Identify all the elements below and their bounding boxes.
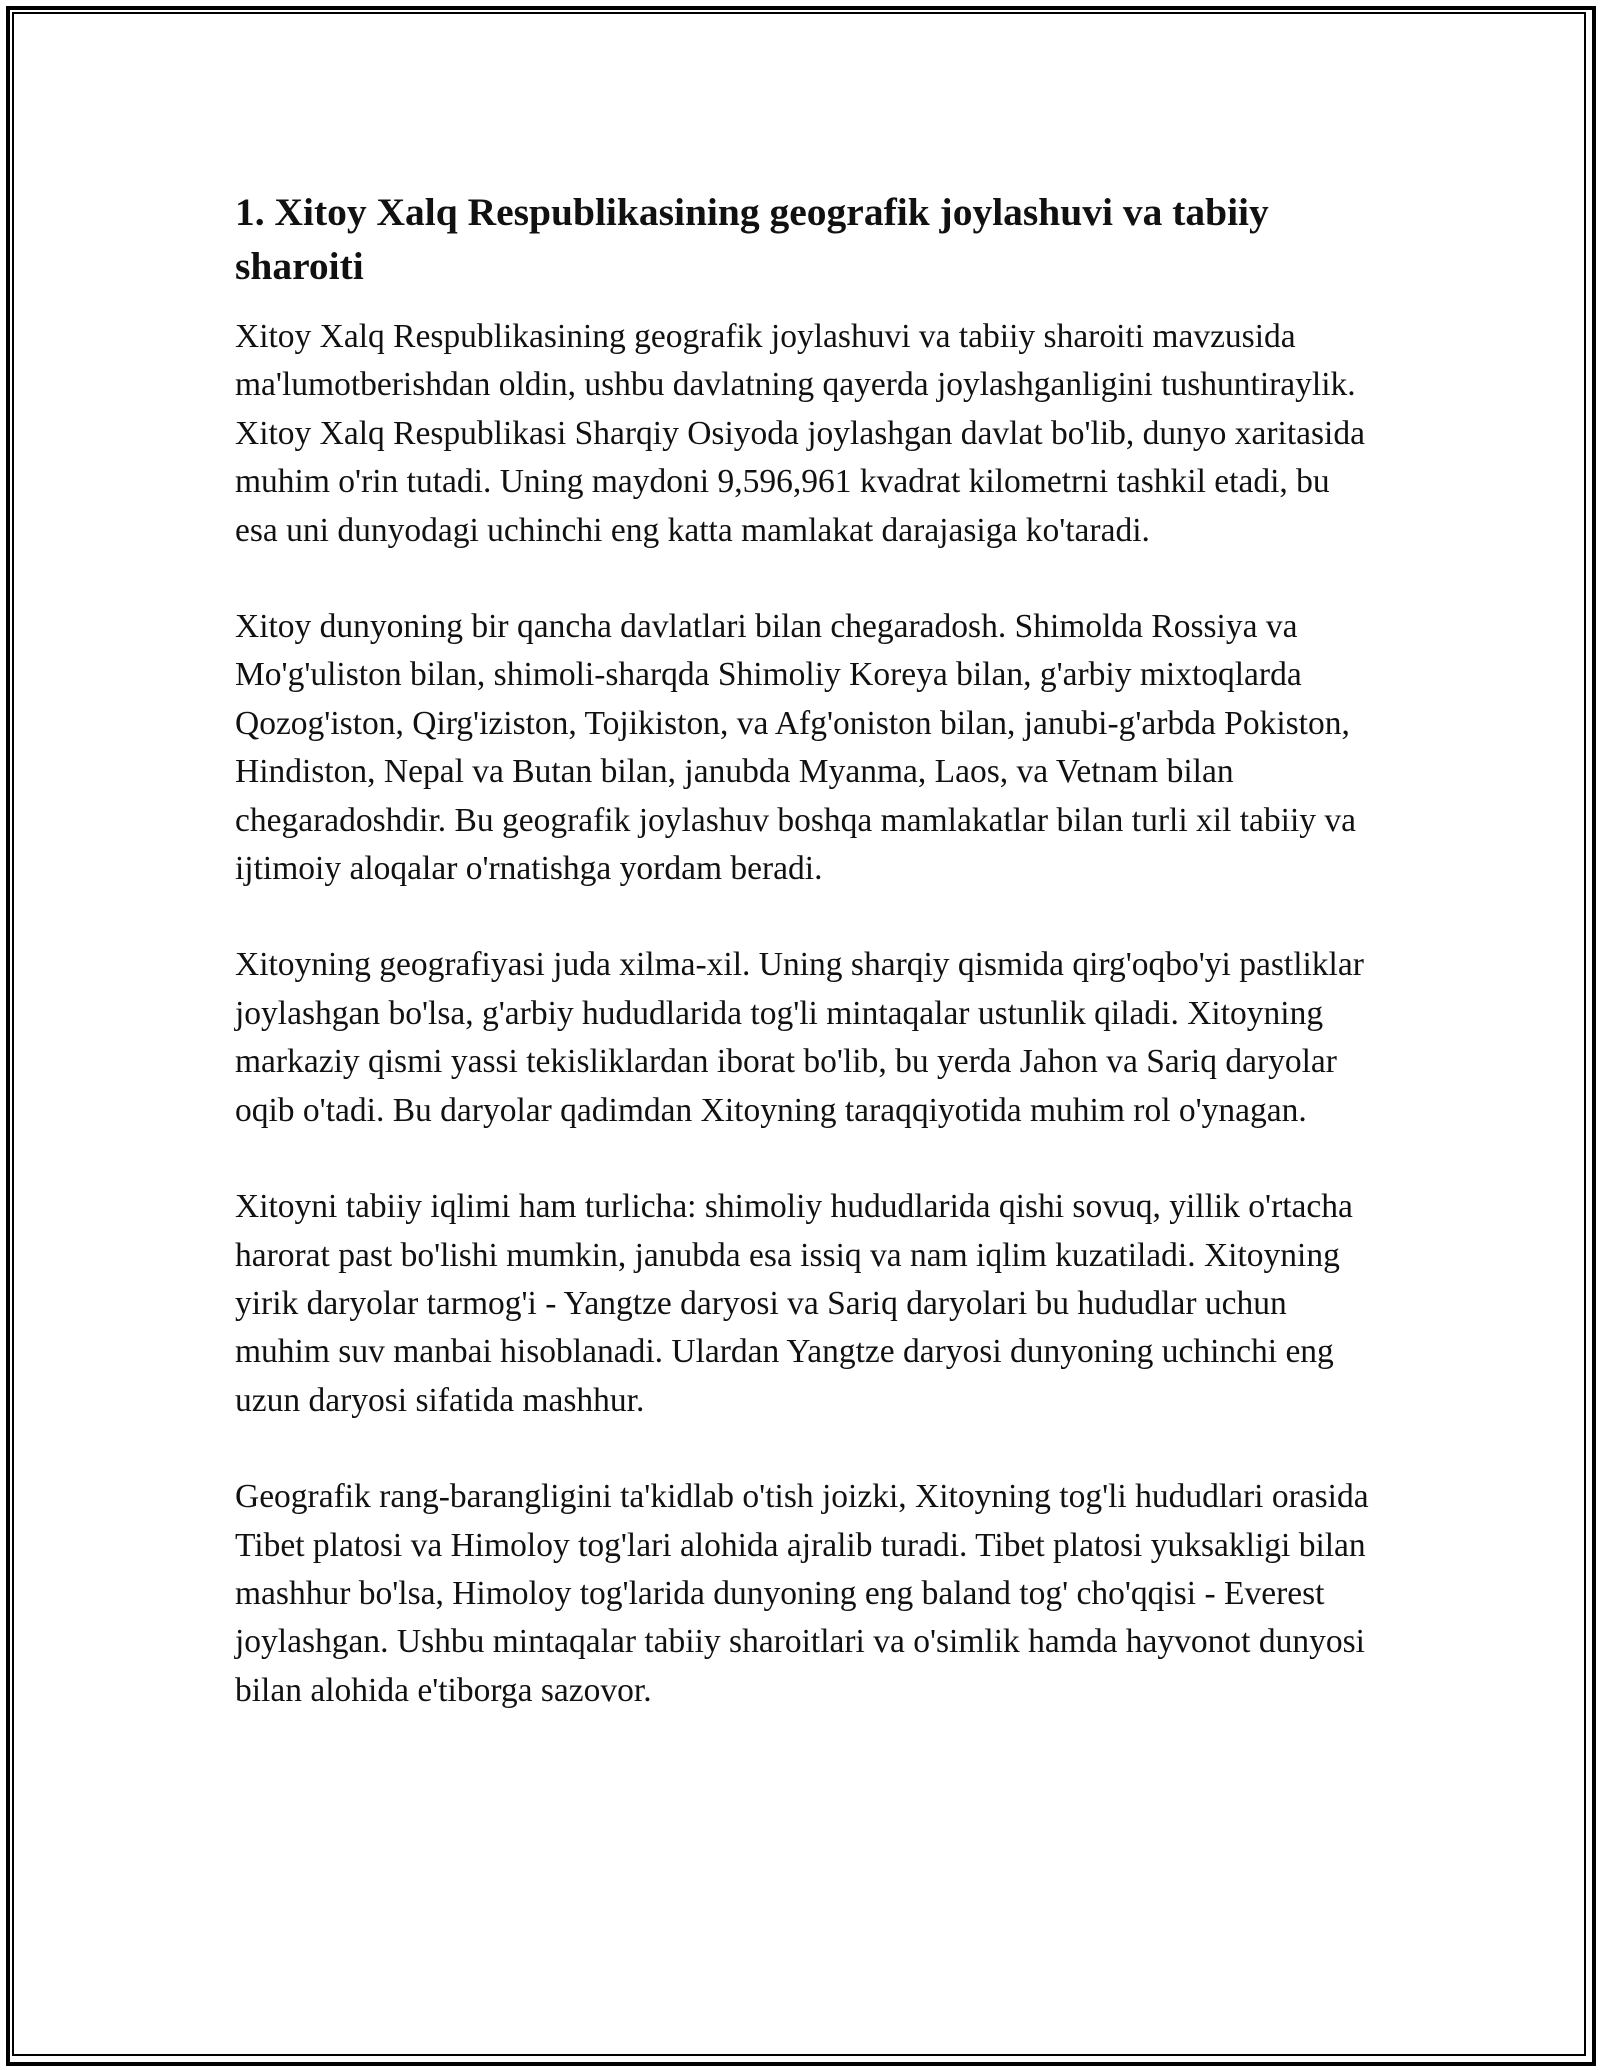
paragraph-borders: Xitoy dunyoning bir qancha davlatlari bilan chegaradosh. Shimolda Rossiya va Mo'g'uliston bilan, shimoli-sharqda Shimoliy Koreya bilan, g'arbiy mixtoqlarda Qozog'iston, Qirg'iziston, Tojikiston, va Afg'oniston bilan, janubi-g'arbda Pokiston, Hindiston, Nepal va Butan bilan, janubda Myanma, Laos, va Vetnam bilan chegaradoshdir. Bu geografik joylashuv boshqa mamlakatlar bilan turli xil tabiiy va ijtimoiy aloqalar o'rnatishga yordam beradi. <box>235 608 1357 888</box>
paragraph-location: Xitoy Xalq Respublikasining geografik joylashuvi va tabiiy sharoiti mavzusida ma'lumotberishdan oldin, ushbu davlatning qayerda joylashganligini tushuntiraylik. Xitoy Xalq Respublikasi Sharqiy Osiyoda joylashgan davlat bo'lib, dunyo xaritasida muhim o'rin tutadi. Uning maydoni 9,596,961 kvadrat kilometrni tashkil etadi, bu esa uni dunyodagi uchinchi eng katta mamlakat darajasiga ko'taradi. <box>235 318 1365 549</box>
document-title: 1. Xitoy Xalq Respublikasining geografik joylashuvi va tabiiy sharoiti <box>235 190 1269 288</box>
paragraph-mountains: Geografik rang-barangligini ta'kidlab o'tish joizki, Xitoyning tog'li hududlari orasida Tibet platosi va Himoloy tog'lari alohida ajralib turadi. Tibet platosi yuksakligi bilan mashhur bo'lsa, Himoloy tog'larida dunyoning eng baland tog' cho'qqisi - Everest joylashgan. Ushbu mintaqalar tabiiy sharoitlari va o'simlik hamda hayvonot dunyosi bilan alohida e'tiborga sazovor. <box>235 1478 1369 1709</box>
paragraph-climate: Xitoyni tabiiy iqlimi ham turlicha: shimoliy hududlarida qishi sovuq, yillik o'rtacha harorat past bo'lishi mumkin, janubda esa issiq va nam iqlim kuzatiladi. Xitoyning yirik daryolar tarmog'i - Yangtze daryosi va Sariq daryolari bu hududlar uchun muhim suv manbai hisoblanadi. Ulardan Yangtze daryosi dunyoning uchinchi eng uzun daryosi sifatida mashhur. <box>235 1188 1353 1419</box>
document-body <box>235 185 1375 1763</box>
paragraph-geography: Xitoyning geografiyasi juda xilma-xil. Uning sharqiy qismida qirg'oqbo'yi pastliklar joylashgan bo'lsa, g'arbiy hududlarida tog'li mintaqalar ustunlik qiladi. Xitoyning markaziy qismi yassi tekisliklardan iborat bo'lib, bu yerda Jahon va Sariq daryolar oqib o'tadi. Bu daryolar qadimdan Xitoyning taraqqiyotida muhim rol o'ynagan. <box>235 946 1364 1129</box>
